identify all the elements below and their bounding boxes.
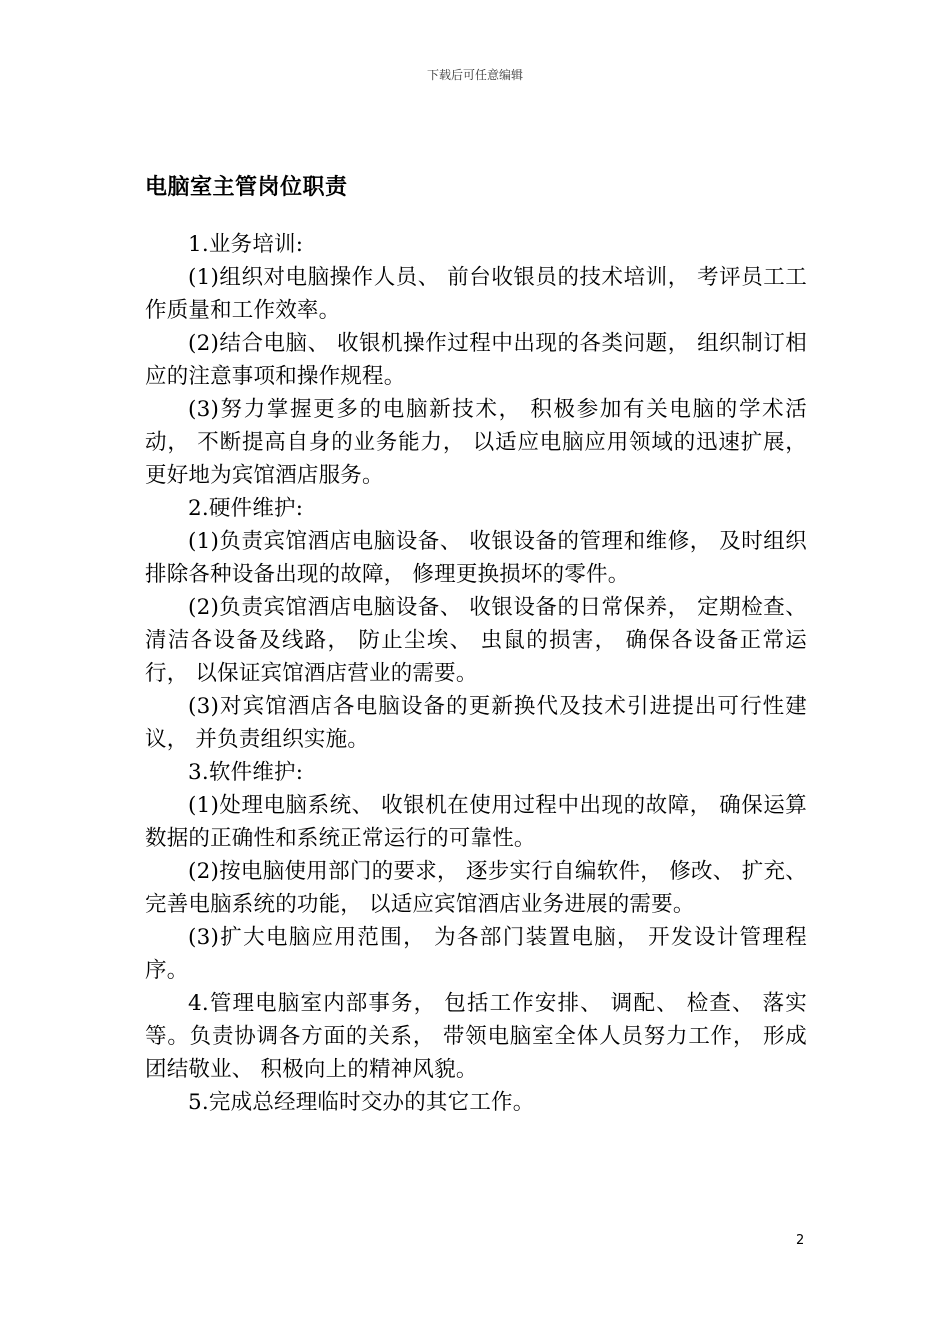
section-item-management: 4.管理电脑室内部事务， 包括工作安排、 调配、 检查、 落实等。负责协调各方面的关系， 带领电脑室全体人员努力工作， 形成团结敬业、 积极向上的精神风貌。 xyxy=(145,991,807,1082)
section-heading-hardware: 2.硬件维护: xyxy=(188,496,304,521)
document-title: 电脑室主管岗位职责 xyxy=(145,175,348,200)
list-item: (2)结合电脑、 收银机操作过程中出现的各类问题， 组织制订相应的注意事项和操作规程。 xyxy=(145,331,807,389)
section-heading-training: 1.业务培训: xyxy=(188,232,304,257)
document-body xyxy=(145,228,807,1119)
list-item: (1)负责宾馆酒店电脑设备、 收银设备的管理和维修， 及时组织排除各种设备出现的故障， 修理更换损坏的零件。 xyxy=(145,529,807,587)
list-item: (3)扩大电脑应用范围， 为各部门装置电脑， 开发设计管理程序。 xyxy=(145,925,807,983)
list-item: (1)处理电脑系统、 收银机在使用过程中出现的故障， 确保运算数据的正确性和系统正常运行的可靠性。 xyxy=(145,793,807,851)
section-item-other-tasks: 5.完成总经理临时交办的其它工作。 xyxy=(188,1090,535,1115)
list-item: (3)努力掌握更多的电脑新技术， 积极参加有关电脑的学术活动， 不断提高自身的业务能力， 以适应电脑应用领域的迅速扩展， 更好地为宾馆酒店服务。 xyxy=(145,397,807,488)
list-item: (2)负责宾馆酒店电脑设备、 收银设备的日常保养， 定期检查、 清洁各设备及线路， 防止尘埃、 虫鼠的损害， 确保各设备正常运行， 以保证宾馆酒店营业的需要。 xyxy=(145,595,807,686)
header-note: 下载后可任意编辑 xyxy=(426,68,523,82)
list-item: (3)对宾馆酒店各电脑设备的更新换代及技术引进提出可行性建议， 并负责组织实施。 xyxy=(145,694,807,752)
section-heading-software: 3.软件维护: xyxy=(188,760,304,785)
page-number: 2 xyxy=(796,1233,805,1248)
list-item: (2)按电脑使用部门的要求， 逐步实行自编软件， 修改、 扩充、 完善电脑系统的功能， 以适应宾馆酒店业务进展的需要。 xyxy=(145,859,807,917)
list-item: (1)组织对电脑操作人员、 前台收银员的技术培训， 考评员工工作质量和工作效率。 xyxy=(145,265,807,323)
